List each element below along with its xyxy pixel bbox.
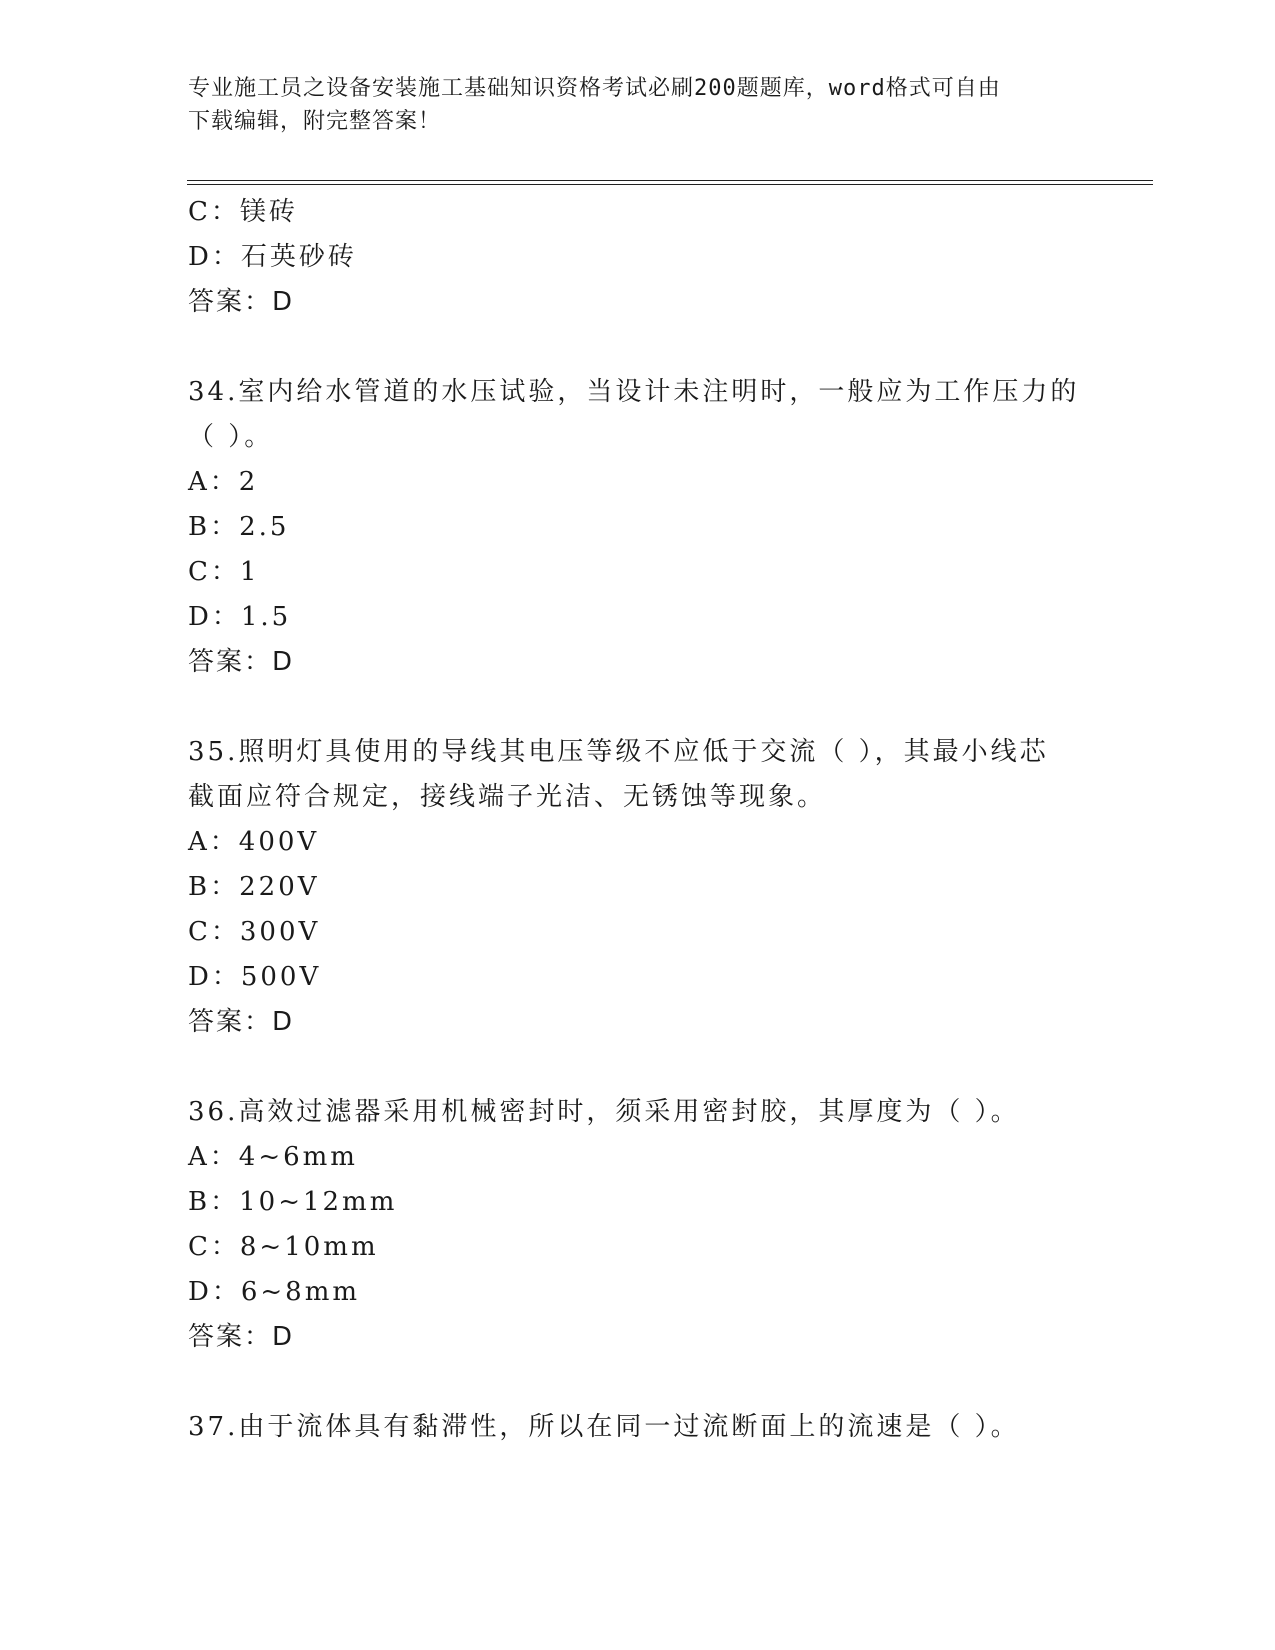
header-line-2: 下载编辑，附完整答案！ xyxy=(188,109,442,134)
q34-option-d: D：1.5 xyxy=(188,602,292,632)
q36-option-d: D：6~8mm xyxy=(188,1277,361,1307)
q34-stem-line-2: （ ）。 xyxy=(188,422,274,452)
q35-answer: 答案：D xyxy=(188,1007,295,1037)
q36-stem-line-1: 36.高效过滤器采用机械密封时，须采用密封胶，其厚度为（ ）。 xyxy=(188,1097,1020,1127)
q35-option-a: A：400V xyxy=(188,827,320,857)
q34-option-a: A：2 xyxy=(188,467,259,497)
q34-option-b: B：2.5 xyxy=(188,512,290,542)
q36-option-a: A：4~6mm xyxy=(188,1142,358,1172)
q36-option-b: B：10~12mm xyxy=(188,1187,398,1217)
q35-stem-line-2: 截面应符合规定，接线端子光洁、无锈蚀等现象。 xyxy=(188,782,827,812)
header-line-1: 专业施工员之设备安装施工基础知识资格考试必刷200题题库，word格式可自由 xyxy=(188,76,1001,101)
q36-answer: 答案：D xyxy=(188,1322,295,1352)
header-divider-top xyxy=(187,180,1153,181)
prev-answer: 答案：D xyxy=(188,287,295,317)
header-divider-bottom xyxy=(187,184,1153,185)
document-header xyxy=(188,72,1088,138)
q35-option-b: B：220V xyxy=(188,872,320,902)
q35-stem-line-1: 35.照明灯具使用的导线其电压等级不应低于交流（ ），其最小线芯 xyxy=(188,737,1049,767)
q34-option-c: C：1 xyxy=(188,557,260,587)
q34-stem-line-1: 34.室内给水管道的水压试验，当设计未注明时，一般应为工作压力的 xyxy=(188,377,1080,407)
q34-answer: 答案：D xyxy=(188,647,295,677)
q37-stem-line-1: 37.由于流体具有黏滞性，所以在同一过流断面上的流速是（ ）。 xyxy=(188,1412,1020,1442)
prev-option-c: C：镁砖 xyxy=(188,197,298,227)
q36-option-c: C：8~10mm xyxy=(188,1232,379,1262)
q35-option-d: D：500V xyxy=(188,962,322,992)
prev-option-d: D：石英砂砖 xyxy=(188,242,357,272)
q35-option-c: C：300V xyxy=(188,917,321,947)
